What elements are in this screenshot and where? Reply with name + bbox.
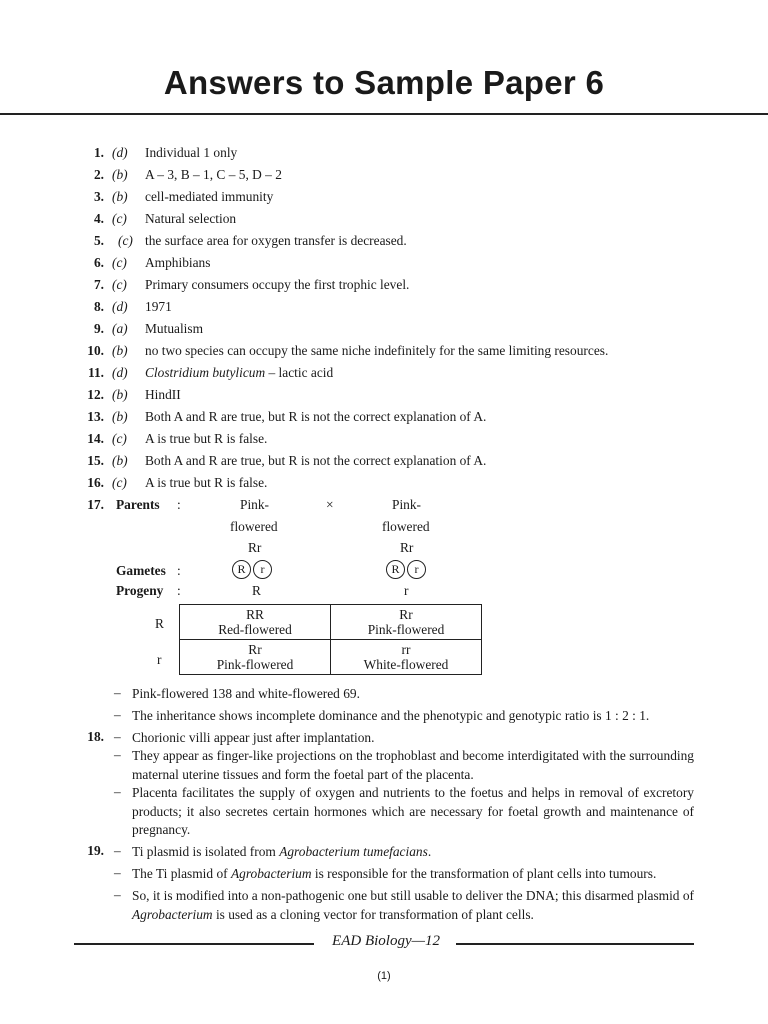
bullet-text: They appear as finger-like projections on the trophoblast and become interdigitated with the surrounding maternal uterine tissues and form the foetal part of the placenta.	[132, 748, 694, 782]
progeny-column-header: r	[404, 583, 409, 598]
parent2-phenotype-line1: Pink-	[392, 497, 422, 512]
answer-number: 4.	[93, 211, 104, 226]
gametes-label: Gametes	[116, 563, 166, 578]
answer-option: (c)	[112, 431, 127, 446]
text-segment: So, it is modified into a non-pathogenic one but still usable to deliver the DNA; this disarmed plasmid of	[132, 888, 694, 903]
answer-number: 19.	[87, 843, 104, 858]
species-name: Agrobacterium	[230, 866, 312, 881]
genotype: Rr	[399, 607, 413, 622]
answer-text: Individual 1 only	[145, 145, 238, 160]
page-title: Answers to Sample Paper 6	[163, 64, 605, 101]
punnett-row-header: R	[155, 616, 164, 631]
answer-number: 6.	[93, 255, 104, 270]
punnett-cell	[180, 605, 331, 640]
punnett-cell	[331, 605, 482, 640]
answer-text: Natural selection	[145, 211, 237, 226]
answer-text: A is true but R is false.	[145, 431, 268, 446]
answer-text: the surface area for oxygen transfer is decreased.	[145, 233, 407, 248]
bullet-text	[132, 843, 694, 862]
answer-option: (c)	[112, 475, 127, 490]
genotype: RR	[246, 607, 264, 622]
answer-number: 10.	[87, 343, 104, 358]
footer-book-title: EAD Biology—12	[332, 933, 440, 949]
answer-number: 13.	[87, 409, 104, 424]
dash: –	[114, 685, 121, 700]
answer-number: 14.	[87, 431, 104, 446]
progeny-column-header: R	[252, 583, 261, 598]
punnett-cell	[180, 640, 331, 675]
answer-number: 2.	[93, 167, 104, 182]
answer-option: (c)	[112, 211, 127, 226]
genotype: Rr	[248, 642, 262, 657]
dash: –	[114, 784, 121, 799]
answer-number: 15.	[87, 453, 104, 468]
phenotype: White-flowered	[363, 657, 449, 672]
answer-option: (c)	[118, 233, 133, 248]
dash: –	[114, 729, 121, 744]
parents-label: Parents	[116, 497, 160, 512]
answer-option: (a)	[112, 321, 128, 336]
answer-text: Amphibians	[145, 255, 211, 270]
dash: –	[114, 747, 121, 762]
parent2-gametes	[386, 560, 428, 579]
punnett-square	[179, 604, 482, 675]
colon: :	[177, 583, 181, 598]
answer-option: (b)	[112, 453, 128, 468]
colon: :	[177, 497, 181, 512]
answer-option: (d)	[112, 299, 128, 314]
answer-option: (b)	[112, 387, 128, 402]
dash: –	[114, 865, 121, 880]
bullet-text: Pink-flowered 138 and white-flowered 69.	[132, 686, 360, 701]
parent1-gametes	[232, 560, 274, 579]
text-segment: The Ti plasmid of	[132, 866, 231, 881]
species-name: Agrobacterium	[132, 906, 213, 922]
parent1-genotype: Rr	[248, 540, 262, 555]
answer-number: 18.	[87, 729, 104, 744]
punnett-cell	[331, 640, 482, 675]
parent2-phenotype-line2: flowered	[382, 519, 430, 534]
answer-option: (c)	[112, 255, 127, 270]
answer-number: 1.	[93, 145, 104, 160]
dash: –	[114, 887, 121, 902]
answer-number: 7.	[93, 277, 104, 292]
answer-text: Both A and R are true, but R is not the correct explanation of A.	[145, 453, 487, 468]
phenotype: Pink-flowered	[367, 622, 445, 637]
parent1-phenotype-line2: flowered	[230, 519, 278, 534]
answer-text: no two species can occupy the same niche indefinitely for the same limiting resources.	[145, 343, 609, 358]
answer-option: (b)	[112, 409, 128, 424]
punnett-row-header: r	[157, 652, 162, 667]
dash: –	[114, 843, 121, 858]
dash: –	[114, 707, 121, 722]
footer-rule-left	[74, 943, 314, 945]
answer-number: 11.	[88, 365, 104, 380]
answer-option: (b)	[112, 167, 128, 182]
progeny-label: Progeny	[116, 583, 164, 598]
title-rule	[0, 113, 768, 115]
bullet-text: Chorionic villi appear just after implantation.	[132, 730, 375, 745]
text-segment: is responsible for the transformation of plant cells into tumours.	[311, 866, 657, 881]
bullet-text	[132, 865, 694, 884]
footer-rule-right	[456, 943, 694, 945]
answer-number: 17.	[87, 497, 104, 512]
answer-text: HindII	[145, 387, 181, 402]
answer-text: Primary consumers occupy the first trophic level.	[145, 277, 410, 292]
gamete-r-circle: r	[407, 560, 426, 579]
gamete-r-circle: r	[253, 560, 272, 579]
parent2-genotype: Rr	[400, 540, 414, 555]
bullet-text	[132, 887, 694, 924]
answer-text: Mutualism	[145, 321, 204, 336]
cross-symbol: ×	[326, 497, 334, 512]
answer-option: (d)	[112, 145, 128, 160]
text-segment: Ti plasmid is isolated from	[132, 844, 280, 859]
answer-number: 16.	[87, 475, 104, 490]
gamete-R-circle: R	[232, 560, 251, 579]
species-name: Agrobacterium tumefacians	[279, 844, 428, 859]
answer-option: (b)	[112, 189, 128, 204]
answer-number: 12.	[87, 387, 104, 402]
text-segment: .	[427, 844, 432, 859]
species-name: Clostridium butylicum	[145, 365, 266, 380]
answer-option: (d)	[112, 365, 128, 380]
page-number: (1)	[377, 970, 391, 982]
bullet-text: Placenta facilitates the supply of oxygen and nutrients to the foetus and helps in removal of excretory products; it also secretes certain hormones which are necessary for foetal growth and maintenance of pregnancy.	[132, 785, 694, 838]
answer-text	[145, 365, 333, 381]
answer-text: Both A and R are true, but R is not the correct explanation of A.	[145, 409, 487, 424]
answer-number: 5.	[93, 233, 104, 248]
answer-text: A is true but R is false.	[145, 475, 268, 490]
answer-number: 8.	[93, 299, 104, 314]
bullet-text: The inheritance shows incomplete dominance and the phenotypic and genotypic ratio is 1 : 2 : 1.	[132, 708, 650, 723]
phenotype: Pink-flowered	[216, 657, 294, 672]
answer-text: cell-mediated immunity	[145, 189, 274, 204]
text-segment: is used as a cloning vector for transformation of plant cells.	[212, 906, 534, 922]
answer-number: 9.	[93, 321, 104, 336]
answer-number: 3.	[93, 189, 104, 204]
phenotype: Red-flowered	[218, 622, 292, 637]
answer-option: (c)	[112, 277, 127, 292]
answer-option: (b)	[112, 343, 128, 358]
answer-text: A – 3, B – 1, C – 5, D – 2	[145, 167, 282, 182]
parent1-phenotype-line1: Pink-	[240, 497, 270, 512]
colon: :	[177, 563, 181, 578]
genotype: rr	[401, 642, 411, 657]
answer-text-rest: – lactic acid	[265, 365, 334, 380]
gamete-R-circle: R	[386, 560, 405, 579]
answer-text: 1971	[145, 299, 172, 314]
